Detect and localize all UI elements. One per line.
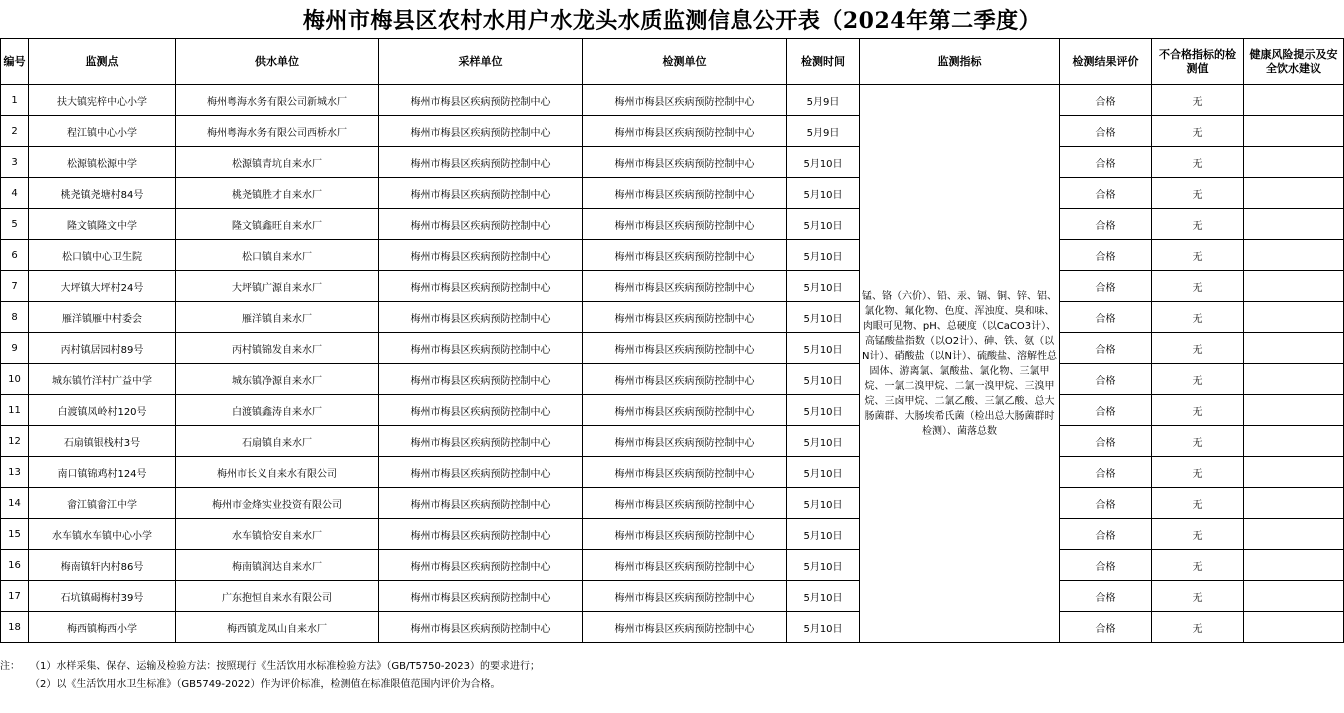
table-row bbox=[1, 426, 1344, 457]
cell-tester: 梅州市梅县区疾病预防控制中心 bbox=[583, 519, 787, 550]
cell-site: 石坑镇碣梅村39号 bbox=[29, 581, 176, 612]
cell-result: 合格 bbox=[1060, 271, 1152, 302]
cell-result: 合格 bbox=[1060, 302, 1152, 333]
cell-supplier: 梅州粤海水务有限公司新城水厂 bbox=[176, 85, 379, 116]
cell-site: 隆文镇隆文中学 bbox=[29, 209, 176, 240]
table-body bbox=[1, 85, 1344, 643]
cell-result: 合格 bbox=[1060, 426, 1152, 457]
cell-supplier: 城东镇净源自来水厂 bbox=[176, 364, 379, 395]
cell-site: 丙村镇居园村89号 bbox=[29, 333, 176, 364]
cell-sampler: 梅州市梅县区疾病预防控制中心 bbox=[379, 333, 583, 364]
cell-sampler: 梅州市梅县区疾病预防控制中心 bbox=[379, 147, 583, 178]
table-row bbox=[1, 364, 1344, 395]
cell-date: 5月10日 bbox=[787, 147, 860, 178]
cell-no: 14 bbox=[1, 488, 29, 519]
cell-result: 合格 bbox=[1060, 457, 1152, 488]
cell-result: 合格 bbox=[1060, 209, 1152, 240]
cell-advice bbox=[1244, 333, 1344, 364]
table-row bbox=[1, 178, 1344, 209]
cell-date: 5月10日 bbox=[787, 612, 860, 643]
cell-date: 5月10日 bbox=[787, 488, 860, 519]
cell-date: 5月10日 bbox=[787, 271, 860, 302]
cell-sampler: 梅州市梅县区疾病预防控制中心 bbox=[379, 426, 583, 457]
table-row bbox=[1, 395, 1344, 426]
cell-advice bbox=[1244, 612, 1344, 643]
cell-fail-value: 无 bbox=[1152, 519, 1244, 550]
cell-fail-value: 无 bbox=[1152, 209, 1244, 240]
cell-date: 5月10日 bbox=[787, 395, 860, 426]
header-indicators: 监测指标 bbox=[860, 39, 1060, 85]
footnotes bbox=[0, 658, 1344, 694]
cell-sampler: 梅州市梅县区疾病预防控制中心 bbox=[379, 395, 583, 426]
cell-supplier: 隆文镇鑫旺自来水厂 bbox=[176, 209, 379, 240]
cell-site: 畲江镇畲江中学 bbox=[29, 488, 176, 519]
cell-no: 3 bbox=[1, 147, 29, 178]
cell-fail-value: 无 bbox=[1152, 147, 1244, 178]
cell-site: 白渡镇凤岭村120号 bbox=[29, 395, 176, 426]
cell-supplier: 松源镇青坑自来水厂 bbox=[176, 147, 379, 178]
cell-sampler: 梅州市梅县区疾病预防控制中心 bbox=[379, 550, 583, 581]
cell-tester: 梅州市梅县区疾病预防控制中心 bbox=[583, 85, 787, 116]
cell-fail-value: 无 bbox=[1152, 302, 1244, 333]
cell-advice bbox=[1244, 302, 1344, 333]
cell-advice bbox=[1244, 395, 1344, 426]
cell-advice bbox=[1244, 519, 1344, 550]
table-row bbox=[1, 550, 1344, 581]
cell-tester: 梅州市梅县区疾病预防控制中心 bbox=[583, 395, 787, 426]
cell-site: 桃尧镇尧塘村84号 bbox=[29, 178, 176, 209]
cell-no: 18 bbox=[1, 612, 29, 643]
cell-sampler: 梅州市梅县区疾病预防控制中心 bbox=[379, 85, 583, 116]
cell-tester: 梅州市梅县区疾病预防控制中心 bbox=[583, 550, 787, 581]
cell-sampler: 梅州市梅县区疾病预防控制中心 bbox=[379, 209, 583, 240]
cell-date: 5月10日 bbox=[787, 426, 860, 457]
table-row bbox=[1, 147, 1344, 178]
cell-tester: 梅州市梅县区疾病预防控制中心 bbox=[583, 364, 787, 395]
table-row bbox=[1, 612, 1344, 643]
cell-no: 2 bbox=[1, 116, 29, 147]
cell-site: 松口镇中心卫生院 bbox=[29, 240, 176, 271]
cell-tester: 梅州市梅县区疾病预防控制中心 bbox=[583, 209, 787, 240]
header-supplier: 供水单位 bbox=[176, 39, 379, 85]
cell-date: 5月9日 bbox=[787, 85, 860, 116]
cell-advice bbox=[1244, 116, 1344, 147]
cell-fail-value: 无 bbox=[1152, 240, 1244, 271]
cell-tester: 梅州市梅县区疾病预防控制中心 bbox=[583, 147, 787, 178]
cell-advice bbox=[1244, 581, 1344, 612]
cell-sampler: 梅州市梅县区疾病预防控制中心 bbox=[379, 612, 583, 643]
cell-tester: 梅州市梅县区疾病预防控制中心 bbox=[583, 333, 787, 364]
table-row bbox=[1, 581, 1344, 612]
table-row bbox=[1, 240, 1344, 271]
cell-supplier: 白渡镇鑫涛自来水厂 bbox=[176, 395, 379, 426]
cell-fail-value: 无 bbox=[1152, 116, 1244, 147]
cell-result: 合格 bbox=[1060, 116, 1152, 147]
cell-no: 17 bbox=[1, 581, 29, 612]
cell-supplier: 水车镇恰安自来水厂 bbox=[176, 519, 379, 550]
cell-supplier: 丙村镇锦发自来水厂 bbox=[176, 333, 379, 364]
cell-no: 13 bbox=[1, 457, 29, 488]
table-row bbox=[1, 302, 1344, 333]
cell-result: 合格 bbox=[1060, 519, 1152, 550]
cell-fail-value: 无 bbox=[1152, 550, 1244, 581]
cell-site: 水车镇水车镇中心小学 bbox=[29, 519, 176, 550]
cell-result: 合格 bbox=[1060, 178, 1152, 209]
cell-sampler: 梅州市梅县区疾病预防控制中心 bbox=[379, 519, 583, 550]
table-row bbox=[1, 271, 1344, 302]
cell-tester: 梅州市梅县区疾病预防控制中心 bbox=[583, 178, 787, 209]
table-row bbox=[1, 519, 1344, 550]
cell-site: 大坪镇大坪村24号 bbox=[29, 271, 176, 302]
table-row bbox=[1, 116, 1344, 147]
cell-fail-value: 无 bbox=[1152, 271, 1244, 302]
cell-sampler: 梅州市梅县区疾病预防控制中心 bbox=[379, 240, 583, 271]
cell-site: 松源镇松源中学 bbox=[29, 147, 176, 178]
cell-sampler: 梅州市梅县区疾病预防控制中心 bbox=[379, 457, 583, 488]
cell-fail-value: 无 bbox=[1152, 395, 1244, 426]
cell-supplier: 梅州市长义自来水有限公司 bbox=[176, 457, 379, 488]
cell-fail-value: 无 bbox=[1152, 178, 1244, 209]
cell-sampler: 梅州市梅县区疾病预防控制中心 bbox=[379, 271, 583, 302]
cell-result: 合格 bbox=[1060, 395, 1152, 426]
cell-supplier: 大坪镇广源自来水厂 bbox=[176, 271, 379, 302]
cell-supplier: 广东抱恒自来水有限公司 bbox=[176, 581, 379, 612]
footnote-line-1: （1）水样采集、保存、运输及检验方法：按照现行《生活饮用水标准检验方法》（GB/T5750-2023）的要求进行； bbox=[30, 661, 540, 672]
table-row bbox=[1, 488, 1344, 519]
cell-no: 1 bbox=[1, 85, 29, 116]
cell-supplier: 梅州粤海水务有限公司西桥水厂 bbox=[176, 116, 379, 147]
cell-supplier: 梅南镇润达自来水厂 bbox=[176, 550, 379, 581]
cell-no: 7 bbox=[1, 271, 29, 302]
footnote-1 bbox=[0, 658, 1344, 676]
cell-fail-value: 无 bbox=[1152, 457, 1244, 488]
cell-sampler: 梅州市梅县区疾病预防控制中心 bbox=[379, 178, 583, 209]
cell-site: 梅西镇梅西小学 bbox=[29, 612, 176, 643]
cell-advice bbox=[1244, 364, 1344, 395]
cell-tester: 梅州市梅县区疾病预防控制中心 bbox=[583, 271, 787, 302]
cell-fail-value: 无 bbox=[1152, 426, 1244, 457]
cell-sampler: 梅州市梅县区疾病预防控制中心 bbox=[379, 302, 583, 333]
cell-tester: 梅州市梅县区疾病预防控制中心 bbox=[583, 488, 787, 519]
header-date: 检测时间 bbox=[787, 39, 860, 85]
cell-result: 合格 bbox=[1060, 612, 1152, 643]
cell-result: 合格 bbox=[1060, 85, 1152, 116]
cell-supplier: 桃尧镇胜才自来水厂 bbox=[176, 178, 379, 209]
cell-date: 5月10日 bbox=[787, 457, 860, 488]
cell-result: 合格 bbox=[1060, 488, 1152, 519]
table-row bbox=[1, 333, 1344, 364]
cell-tester: 梅州市梅县区疾病预防控制中心 bbox=[583, 426, 787, 457]
cell-site: 石扇镇银栈村3号 bbox=[29, 426, 176, 457]
header-result: 检测结果评价 bbox=[1060, 39, 1152, 85]
cell-fail-value: 无 bbox=[1152, 333, 1244, 364]
cell-supplier: 梅州市金烽实业投资有限公司 bbox=[176, 488, 379, 519]
cell-tester: 梅州市梅县区疾病预防控制中心 bbox=[583, 302, 787, 333]
header-sampler: 采样单位 bbox=[379, 39, 583, 85]
cell-no: 11 bbox=[1, 395, 29, 426]
cell-advice bbox=[1244, 209, 1344, 240]
footnote-prefix: 注： bbox=[0, 661, 20, 672]
cell-advice bbox=[1244, 426, 1344, 457]
cell-fail-value: 无 bbox=[1152, 85, 1244, 116]
header-no: 编号 bbox=[1, 39, 29, 85]
cell-supplier: 雁洋镇自来水厂 bbox=[176, 302, 379, 333]
header-fail-value: 不合格指标的检测值 bbox=[1152, 39, 1244, 85]
cell-tester: 梅州市梅县区疾病预防控制中心 bbox=[583, 581, 787, 612]
cell-supplier: 松口镇自来水厂 bbox=[176, 240, 379, 271]
cell-no: 16 bbox=[1, 550, 29, 581]
cell-tester: 梅州市梅县区疾病预防控制中心 bbox=[583, 612, 787, 643]
cell-no: 9 bbox=[1, 333, 29, 364]
cell-fail-value: 无 bbox=[1152, 488, 1244, 519]
cell-date: 5月10日 bbox=[787, 550, 860, 581]
cell-site: 城东镇竹洋村广益中学 bbox=[29, 364, 176, 395]
cell-advice bbox=[1244, 178, 1344, 209]
cell-advice bbox=[1244, 488, 1344, 519]
cell-site: 扶大镇宪梓中心小学 bbox=[29, 85, 176, 116]
cell-site: 程江镇中心小学 bbox=[29, 116, 176, 147]
cell-date: 5月9日 bbox=[787, 116, 860, 147]
cell-no: 8 bbox=[1, 302, 29, 333]
footnote-line-2: （2）以《生活饮用水卫生标准》（GB5749-2022）作为评价标准，检测值在标准限值范围内评价为合格。 bbox=[30, 679, 501, 690]
cell-date: 5月10日 bbox=[787, 302, 860, 333]
cell-result: 合格 bbox=[1060, 581, 1152, 612]
cell-no: 5 bbox=[1, 209, 29, 240]
cell-fail-value: 无 bbox=[1152, 581, 1244, 612]
cell-no: 10 bbox=[1, 364, 29, 395]
cell-date: 5月10日 bbox=[787, 333, 860, 364]
cell-result: 合格 bbox=[1060, 147, 1152, 178]
page-title: 梅州市梅县区农村水用户水龙头水质监测信息公开表（2024年第二季度） bbox=[302, 7, 1042, 34]
table-row bbox=[1, 209, 1344, 240]
cell-site: 雁洋镇雁中村委会 bbox=[29, 302, 176, 333]
cell-result: 合格 bbox=[1060, 364, 1152, 395]
cell-result: 合格 bbox=[1060, 550, 1152, 581]
cell-sampler: 梅州市梅县区疾病预防控制中心 bbox=[379, 364, 583, 395]
header-advice: 健康风险提示及安全饮水建议 bbox=[1244, 39, 1344, 85]
cell-result: 合格 bbox=[1060, 333, 1152, 364]
cell-advice bbox=[1244, 271, 1344, 302]
cell-no: 6 bbox=[1, 240, 29, 271]
cell-advice bbox=[1244, 85, 1344, 116]
cell-site: 南口镇锦鸡村124号 bbox=[29, 457, 176, 488]
cell-tester: 梅州市梅县区疾病预防控制中心 bbox=[583, 116, 787, 147]
water-quality-table bbox=[0, 38, 1344, 643]
cell-fail-value: 无 bbox=[1152, 612, 1244, 643]
cell-advice bbox=[1244, 147, 1344, 178]
cell-no: 15 bbox=[1, 519, 29, 550]
cell-result: 合格 bbox=[1060, 240, 1152, 271]
cell-advice bbox=[1244, 240, 1344, 271]
cell-fail-value: 无 bbox=[1152, 364, 1244, 395]
cell-tester: 梅州市梅县区疾病预防控制中心 bbox=[583, 240, 787, 271]
cell-date: 5月10日 bbox=[787, 209, 860, 240]
cell-date: 5月10日 bbox=[787, 364, 860, 395]
cell-supplier: 梅西镇龙凤山自来水厂 bbox=[176, 612, 379, 643]
header-row bbox=[1, 39, 1344, 85]
cell-sampler: 梅州市梅县区疾病预防控制中心 bbox=[379, 116, 583, 147]
cell-date: 5月10日 bbox=[787, 581, 860, 612]
cell-site: 梅南镇轩内村86号 bbox=[29, 550, 176, 581]
header-site: 监测点 bbox=[29, 39, 176, 85]
header-tester: 检测单位 bbox=[583, 39, 787, 85]
cell-sampler: 梅州市梅县区疾病预防控制中心 bbox=[379, 581, 583, 612]
cell-date: 5月10日 bbox=[787, 519, 860, 550]
footnote-2 bbox=[0, 676, 1344, 694]
cell-advice bbox=[1244, 550, 1344, 581]
cell-date: 5月10日 bbox=[787, 178, 860, 209]
cell-no: 4 bbox=[1, 178, 29, 209]
cell-tester: 梅州市梅县区疾病预防控制中心 bbox=[583, 457, 787, 488]
cell-indicators: 锰、铬（六价）、铅、汞、镉、铜、锌、铝、氯化物、氟化物、色度、浑浊度、臭和味、肉眼可见物、pH、总硬度（以CaCO3计）、高锰酸盐指数（以O2计）、砷、铁、氨（以N计）、硝酸盐（以N计）、硫酸盐、溶解性总固体、游离氯、氯酸盐、氯化物、三氯甲烷、一氯二溴甲烷、二氯一溴甲烷、三溴甲烷、三卤甲烷、二氯乙酸、三氯乙酸、总大肠菌群、大肠埃希氏菌（检出总大肠菌群时检测）、菌落总数 bbox=[860, 85, 1060, 643]
table-row bbox=[1, 457, 1344, 488]
cell-supplier: 石扇镇自来水厂 bbox=[176, 426, 379, 457]
cell-date: 5月10日 bbox=[787, 240, 860, 271]
cell-advice bbox=[1244, 457, 1344, 488]
table-row bbox=[1, 85, 1344, 116]
cell-sampler: 梅州市梅县区疾病预防控制中心 bbox=[379, 488, 583, 519]
cell-no: 12 bbox=[1, 426, 29, 457]
